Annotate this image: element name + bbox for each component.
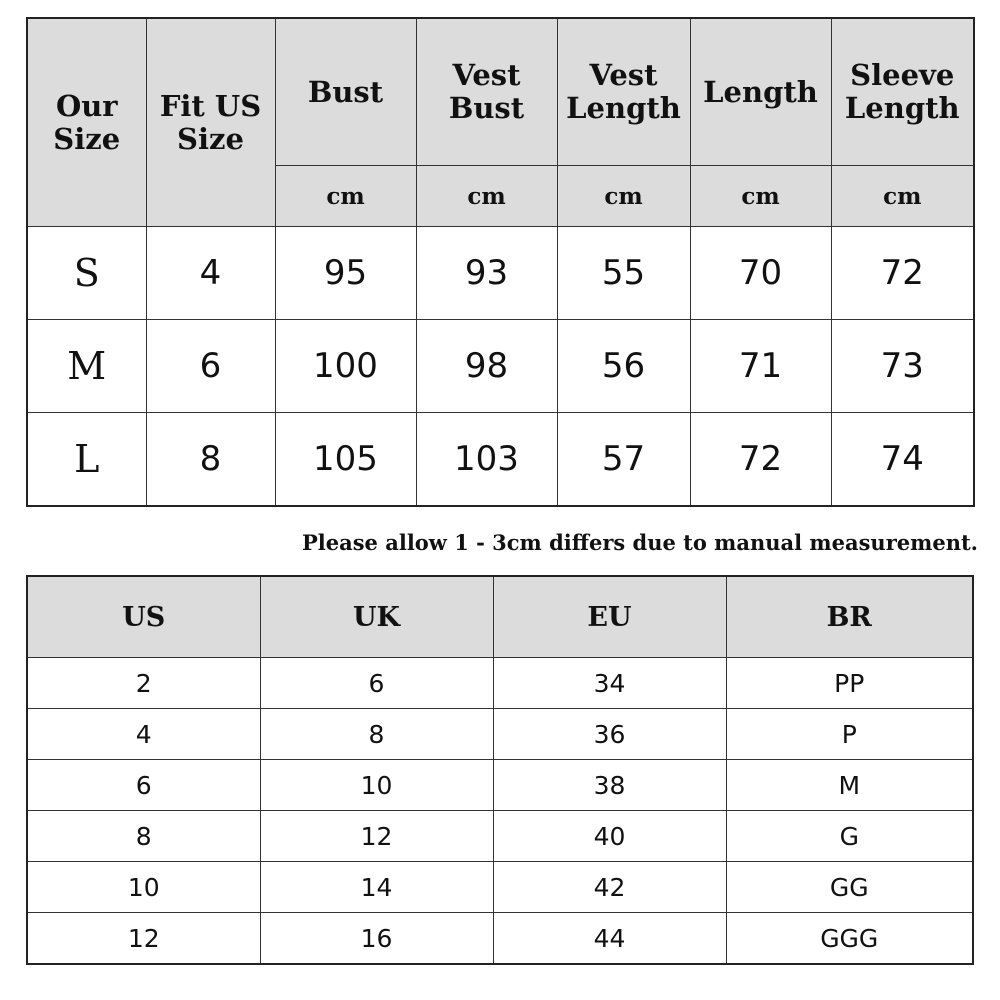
table-row bbox=[27, 913, 973, 965]
table-row bbox=[27, 760, 973, 811]
cell-br: G bbox=[726, 811, 973, 862]
cell-br: GGG bbox=[726, 913, 973, 965]
cell-uk: 14 bbox=[260, 862, 493, 913]
unit-label: cm bbox=[557, 166, 690, 227]
measurement-note: Please allow 1 - 3cm differs due to manual measurement. bbox=[302, 530, 978, 555]
cell-vest-length: 56 bbox=[557, 320, 690, 413]
table-row bbox=[27, 320, 974, 413]
cell-us: 10 bbox=[27, 862, 260, 913]
table-row bbox=[27, 709, 973, 760]
table-row bbox=[27, 413, 974, 507]
table-row bbox=[27, 811, 973, 862]
cell-uk: 12 bbox=[260, 811, 493, 862]
unit-label: cm bbox=[690, 166, 831, 227]
cell-uk: 16 bbox=[260, 913, 493, 965]
cell-us: 4 bbox=[27, 709, 260, 760]
cell-vest-bust: 93 bbox=[416, 227, 557, 320]
cell-br: P bbox=[726, 709, 973, 760]
cell-fit-us-size: 4 bbox=[146, 227, 275, 320]
cell-sleeve-length: 73 bbox=[831, 320, 974, 413]
cell-length: 70 bbox=[690, 227, 831, 320]
cell-br: PP bbox=[726, 658, 973, 709]
cell-eu: 38 bbox=[493, 760, 726, 811]
header-fit-us-size: Fit US Size bbox=[146, 18, 275, 227]
header-vest-length: Vest Length bbox=[557, 18, 690, 166]
cell-vest-bust: 98 bbox=[416, 320, 557, 413]
cell-us: 6 bbox=[27, 760, 260, 811]
cell-us: 8 bbox=[27, 811, 260, 862]
cell-uk: 6 bbox=[260, 658, 493, 709]
cell-eu: 42 bbox=[493, 862, 726, 913]
header-vest-bust: Vest Bust bbox=[416, 18, 557, 166]
header-eu: EU bbox=[493, 576, 726, 658]
cell-eu: 40 bbox=[493, 811, 726, 862]
cell-uk: 10 bbox=[260, 760, 493, 811]
table-row bbox=[27, 862, 973, 913]
cell-fit-us-size: 8 bbox=[146, 413, 275, 507]
unit-label: cm bbox=[831, 166, 974, 227]
header-length: Length bbox=[690, 18, 831, 166]
cell-bust: 95 bbox=[275, 227, 416, 320]
cell-sleeve-length: 74 bbox=[831, 413, 974, 507]
header-uk: UK bbox=[260, 576, 493, 658]
cell-fit-us-size: 6 bbox=[146, 320, 275, 413]
header-our-size: Our Size bbox=[27, 18, 146, 227]
cell-our-size: M bbox=[27, 320, 146, 413]
size-conversion-table bbox=[26, 575, 974, 965]
cell-eu: 36 bbox=[493, 709, 726, 760]
cell-bust: 105 bbox=[275, 413, 416, 507]
cell-bust: 100 bbox=[275, 320, 416, 413]
cell-eu: 44 bbox=[493, 913, 726, 965]
header-br: BR bbox=[726, 576, 973, 658]
cell-vest-length: 55 bbox=[557, 227, 690, 320]
header-us: US bbox=[27, 576, 260, 658]
cell-our-size: L bbox=[27, 413, 146, 507]
size-chart-table bbox=[26, 17, 975, 507]
header-bust: Bust bbox=[275, 18, 416, 166]
cell-eu: 34 bbox=[493, 658, 726, 709]
cell-vest-bust: 103 bbox=[416, 413, 557, 507]
unit-label: cm bbox=[275, 166, 416, 227]
cell-us: 2 bbox=[27, 658, 260, 709]
cell-br: M bbox=[726, 760, 973, 811]
cell-br: GG bbox=[726, 862, 973, 913]
cell-our-size: S bbox=[27, 227, 146, 320]
cell-uk: 8 bbox=[260, 709, 493, 760]
cell-sleeve-length: 72 bbox=[831, 227, 974, 320]
cell-vest-length: 57 bbox=[557, 413, 690, 507]
cell-us: 12 bbox=[27, 913, 260, 965]
header-sleeve-length: Sleeve Length bbox=[831, 18, 974, 166]
cell-length: 71 bbox=[690, 320, 831, 413]
unit-label: cm bbox=[416, 166, 557, 227]
table-row bbox=[27, 227, 974, 320]
table-row bbox=[27, 658, 973, 709]
cell-length: 72 bbox=[690, 413, 831, 507]
